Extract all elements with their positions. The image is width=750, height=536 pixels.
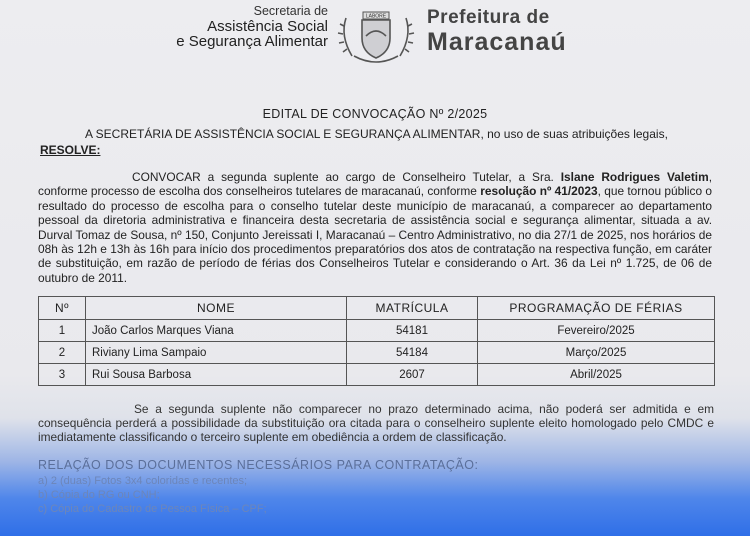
col-header-name: NOME: [86, 297, 347, 320]
intro-secretaria: A SECRETÁRIA DE ASSISTÊNCIA SOCIAL E SEGURANÇA ALIMENTAR: [85, 127, 481, 141]
row-vacation: Março/2025: [478, 342, 715, 364]
row-number: 2: [39, 342, 86, 364]
intro-line: [85, 127, 668, 141]
table-row: [39, 364, 715, 386]
row-matricula: 54181: [347, 320, 478, 342]
row-matricula: 2607: [347, 364, 478, 386]
intro-rest: , no uso de suas atribuições legais,: [480, 127, 668, 141]
prefeitura-logo-text: [427, 6, 567, 54]
convoked-person-name: Islane Rodrigues Valetim: [560, 170, 709, 184]
vacation-schedule-table: [38, 296, 715, 386]
row-name: João Carlos Marques Viana: [86, 320, 347, 342]
prefeitura-line: Prefeitura de: [427, 7, 550, 28]
table-row: [39, 320, 715, 342]
absence-clause-text: Se a segunda suplente não comparecer no prazo determinado acima, não poderá ser admitida e em consequência perderá a possibilidade da substituição ora citada para o conselheiro suplente eleito homologado pelo CMDC e imediatamente classificando o terceiro suplente em obediência a ordem de classificação.: [38, 402, 714, 444]
row-vacation: Fevereiro/2025: [478, 320, 715, 342]
row-vacation: Abril/2025: [478, 364, 715, 386]
row-matricula: 54184: [347, 342, 478, 364]
convocar-word: CONVOCAR: [132, 170, 201, 184]
maracanau-coat-of-arms-icon: [336, 6, 416, 66]
paragraph-text-2: , conforme processo de escolha dos conselheiros tutelares de maracanaú, conforme: [38, 170, 712, 199]
documents-heading: RELAÇÃO DOS DOCUMENTOS NECESSÁRIOS PARA CONTRATAÇÃO:: [38, 458, 479, 472]
table-row: [39, 342, 715, 364]
secretaria-line-3: e Segurança Alimentar: [176, 33, 328, 50]
edital-title: EDITAL DE CONVOCAÇÃO Nº 2/2025: [262, 107, 488, 121]
documents-list: [38, 474, 267, 516]
absence-clause-paragraph: [38, 402, 714, 444]
row-number: 1: [39, 320, 86, 342]
resolve-heading: RESOLVE:: [40, 143, 101, 157]
city-name: Maracanaú: [427, 28, 567, 56]
col-header-vacation: PROGRAMAÇÃO DE FÉRIAS: [478, 297, 715, 320]
paragraph-text-3: , que tornou público o resultado do processo de escolha para o conselho tutelar deste município de maracanaú, a comparecer ao departamento pessoal da diretoria administrativa e financeira desta secretaria de assistência social e segurança alimentar, situada a av. Durval Tomaz de Sousa, nº 150, Conjunto Jereissati I, Maracanaú – Centro Administrativo, no dia 27/1 de 2025, nos horários de 08h às 12h e 13h às 16h para início dos procedimentos preparatórios dos atos de contratação na respectiva função, em caráter de substituição, em razão de período de férias dos Conselheiros Tutelar e considerando o Art. 36 da Lei nº 1.725, de 06 de outubro de 2011.: [38, 184, 712, 285]
row-number: 3: [39, 364, 86, 386]
table-header-row: [39, 297, 715, 320]
col-header-matricula: MATRÍCULA: [347, 297, 478, 320]
secretaria-line-1: Secretaria de: [253, 4, 328, 18]
convocation-paragraph: [38, 170, 712, 285]
row-name: Rui Sousa Barbosa: [86, 364, 347, 386]
secretaria-line-2: Assistência Social: [207, 18, 328, 35]
list-item: c) Cópia do Cadastro de Pessoa Física – CPF;: [38, 503, 267, 515]
paragraph-text-1: a segunda suplente ao cargo de Conselheiro Tutelar, a Sra.: [200, 170, 561, 184]
col-header-number: Nº: [39, 297, 86, 320]
resolution-reference: resolução nº 41/2023: [480, 184, 598, 199]
svg-text:LABORE: LABORE: [365, 13, 387, 20]
list-item: a) 2 (duas) Fotos 3x4 coloridas e recentes;: [38, 475, 248, 487]
list-item: b) Cópia do RG ou CNH;: [38, 489, 160, 501]
row-name: Riviany Lima Sampaio: [86, 342, 347, 364]
secretaria-name: [176, 4, 328, 49]
